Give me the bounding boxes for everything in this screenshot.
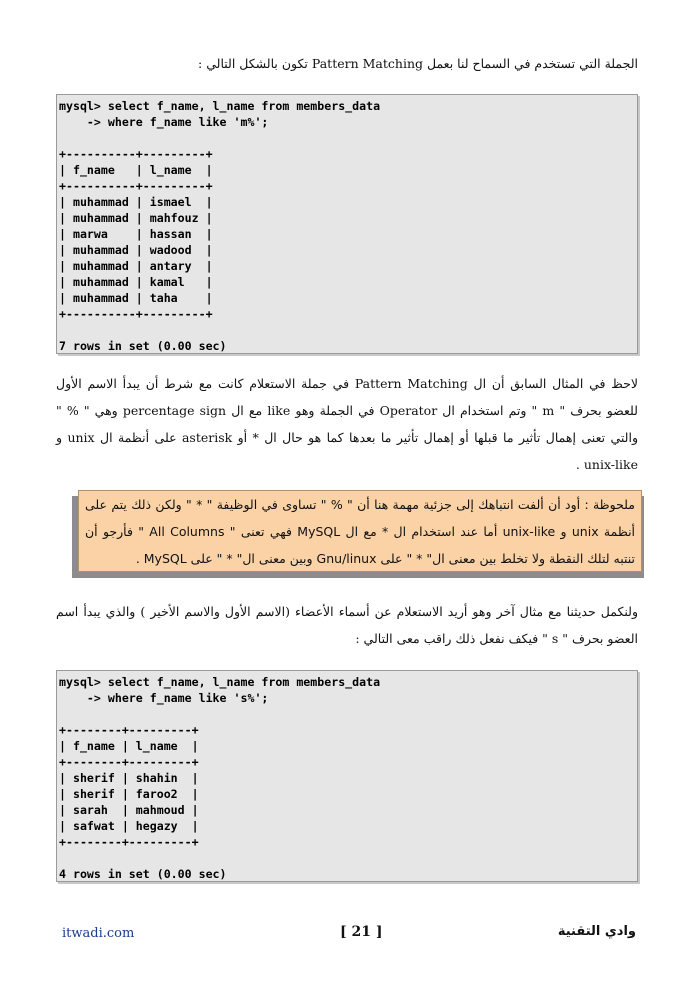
code-line: +--------+---------+ bbox=[59, 723, 199, 737]
second-example-paragraph: ولنكمل حديثنا مع مثال آخر وهو أريد الاستعلام عن أسماء الأعضاء (الاسم الأول والاسم الأخير ) والذي يبدأ اسم العضو بحرف " s " فيكف نفعل ذلك راقب معى التالي : bbox=[56, 604, 638, 646]
code-line bbox=[59, 130, 633, 146]
code-line: | safwat | hegazy | bbox=[59, 819, 199, 833]
code-line: | marwa | hassan | bbox=[59, 227, 213, 241]
code-line: +----------+---------+ bbox=[59, 179, 213, 193]
code-block-m-query bbox=[56, 94, 638, 354]
code-line: +----------+---------+ bbox=[59, 147, 213, 161]
code-line: +--------+---------+ bbox=[59, 835, 199, 849]
code-line: | muhammad | taha | bbox=[59, 291, 213, 305]
code-line bbox=[59, 706, 633, 722]
code-line: 7 rows in set (0.00 sec) bbox=[59, 339, 227, 353]
code-line: | muhammad | ismael | bbox=[59, 195, 213, 209]
code-line bbox=[59, 850, 633, 866]
note-box: ملحوظة : أود أن ألفت انتباهك إلى جزئية مهمة هنا أن " % " تساوى في الوظيفة " * " ولكن ذلك يتم على أنظمة unix و unix-like أما عند استخدام ال * مع ال MySQL فهي تعنى " All Columns " فأرجو أن تنتبه لتلك النقطة ولا تخلط بين معنى ال" * " على Gnu/linux وبين معنى ال" * " على MySQL . bbox=[78, 490, 642, 572]
code-line: | muhammad | mahfouz | bbox=[59, 211, 213, 225]
code-line: +----------+---------+ bbox=[59, 307, 213, 321]
intro-paragraph: الجملة التي تستخدم في السماح لنا بعمل Pattern Matching تكون بالشكل التالي : bbox=[198, 56, 638, 71]
code-line: -> where f_name like 's%'; bbox=[59, 691, 269, 705]
code-line: | muhammad | wadood | bbox=[59, 243, 213, 257]
code-line: | muhammad | antary | bbox=[59, 259, 213, 273]
code-line: | sarah | mahmoud | bbox=[59, 803, 199, 817]
footer-site-link[interactable]: itwadi.com bbox=[62, 926, 135, 941]
code-line: | f_name | l_name | bbox=[59, 739, 199, 753]
code-block-s-query bbox=[56, 670, 638, 882]
code-line: -> where f_name like 'm%'; bbox=[59, 115, 269, 129]
code-line: +--------+---------+ bbox=[59, 755, 199, 769]
code-line: | sherif | shahin | bbox=[59, 771, 199, 785]
code-line: 4 rows in set (0.00 sec) bbox=[59, 867, 227, 881]
footer-page-number: [ 21 ] bbox=[340, 924, 383, 940]
code-line bbox=[59, 322, 633, 338]
footer-brand-logo: وادي التقنية bbox=[557, 924, 636, 939]
code-line: mysql> select f_name, l_name from members_data bbox=[59, 675, 381, 689]
explanation-paragraph: لاحظ في المثال السابق أن ال Pattern Matching في جملة الاستعلام كانت مع شرط أن يبدأ الاسم الأول للعضو بحرف " m " وتم استخدام ال Operator في الجملة وهو like مع ال percentage sign وهي " % " والتي تعنى إهمال تأثير ما قبلها أو إهمال تأثير ما بعدها كما هو حال ال * أو asterisk على أنظمة ال unix و unix-like . bbox=[56, 376, 638, 472]
code-line: mysql> select f_name, l_name from members_data bbox=[59, 99, 381, 113]
code-line: | f_name | l_name | bbox=[59, 163, 213, 177]
code-line: | sherif | faroo2 | bbox=[59, 787, 199, 801]
code-line: | muhammad | kamal | bbox=[59, 275, 213, 289]
